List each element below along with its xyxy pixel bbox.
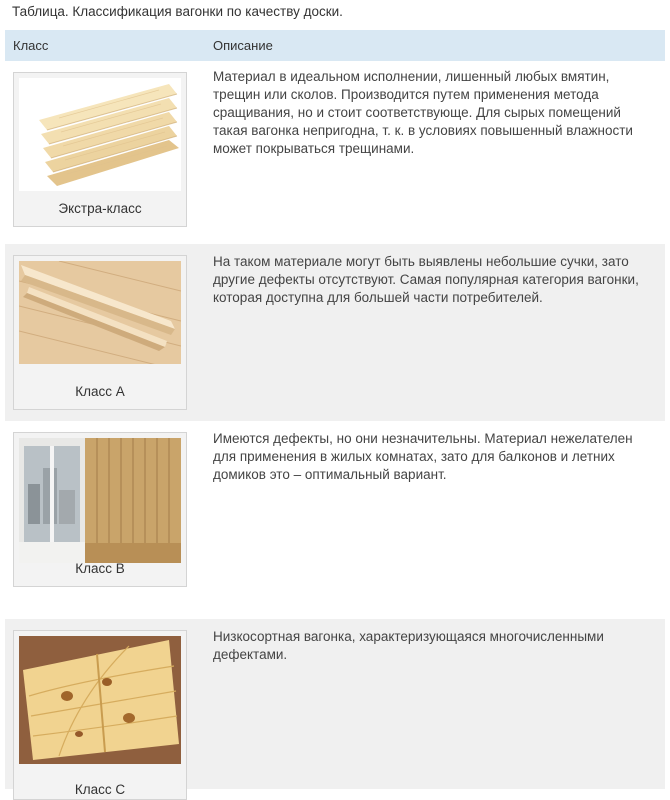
planks-on-floor-image: [19, 261, 181, 364]
column-header-class: Класс: [13, 38, 49, 53]
class-label: Класс В: [75, 561, 125, 576]
column-header-description: Описание: [213, 38, 273, 53]
table-row: [5, 421, 665, 619]
class-description: Материал в идеальном исполнении, лишенный любых вмятин, трещин или сколов. Производится путем применения метода сращивания, но и стоит соответствующе. Для сырых помещений такая вагонка непригодна, т. к. в условиях повышенный влажности может покрываться трещинами.: [213, 69, 633, 156]
stacked-boards-image: [19, 78, 181, 191]
image-card: [13, 630, 187, 800]
image-card: [13, 432, 187, 587]
balcony-lining-image: [19, 438, 181, 563]
table-row: [5, 244, 665, 421]
class-description: Низкосортная вагонка, характеризующаяся многочисленными дефектами.: [213, 629, 604, 662]
class-label: Класс С: [74, 782, 126, 797]
class-description: Имеются дефекты, но они незначительны. Материал нежелателен для применения в жилых комнатах, зато для балконов и летних домиков это – оптимальный вариант.: [213, 431, 633, 482]
table-row: [5, 619, 665, 797]
table-row: [5, 61, 665, 244]
class-label: Экстра-класс: [58, 201, 142, 216]
knotty-boards-image: [19, 636, 181, 764]
class-description: На таком материале могут быть выявлены небольшие сучки, зато другие дефекты отсутствуют. Самая популярная категория вагонки, которая доступна для большей части потребителей.: [213, 254, 639, 305]
class-label: Класс А: [75, 384, 125, 399]
table-caption: Таблица. Классификация вагонки по качеству доски.: [12, 4, 343, 19]
image-card: [13, 72, 187, 227]
image-card: [13, 255, 187, 410]
table-header: [5, 30, 665, 61]
